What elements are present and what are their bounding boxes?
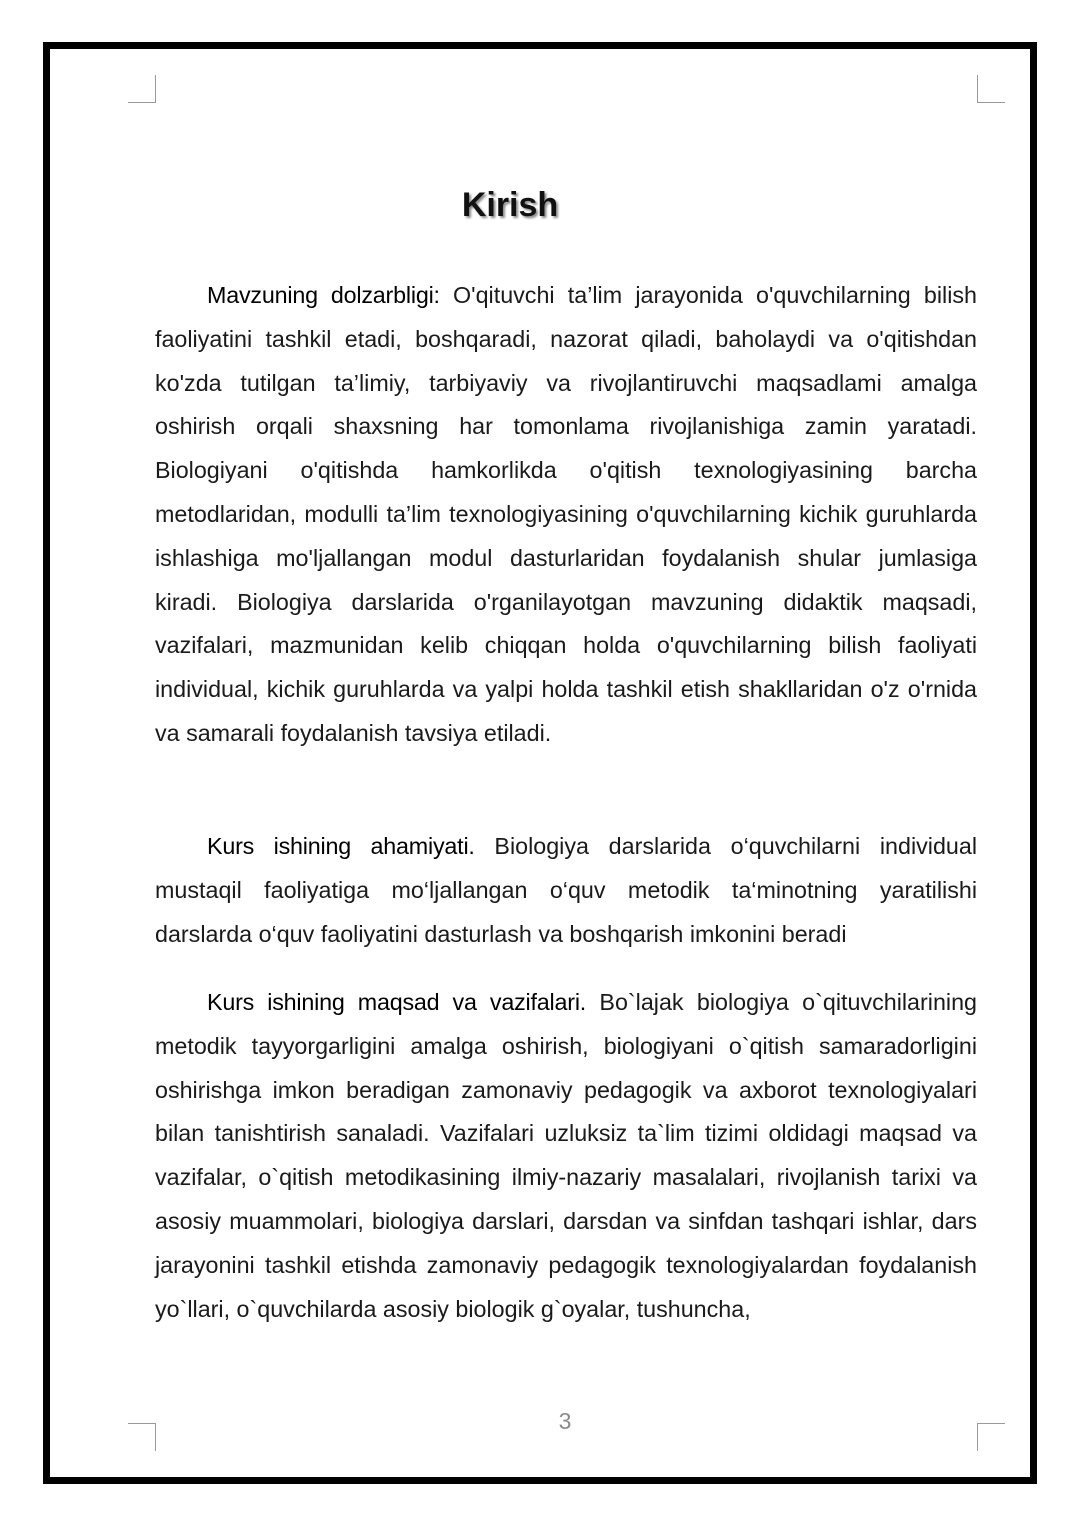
paragraph-body: O'qituvchi ta’lim jarayonida o'quvchilarning bilish faoliyatini tashkil etadi, boshqaradi, nazorat qiladi, baholaydi va o'qitishdan ko'zda tutilgan ta’limiy, tarbiyaviy va rivojlantiruvchi maqsadlami amalga oshirish orqali shaxsning har tomonlama rivojlanishiga zamin yaratadi. Biologiyani o'qitishda hamkorlikda o'qitish texnologiyasining barcha metodlaridan, modulli ta’lim texnologiyasining o'quvchilarning kichik guruhlarda ishlashiga mo'ljallangan modul dasturlaridan foydalanish shular jumlasiga kiradi. Biologiya darslarida o'rganilayotgan mavzuning didaktik maqsadi, vazifalari, mazmunidan kelib chiqqan holda o'quvchilarning bilish faoliyati individual, kichik guruhlarda va yalpi holda tashkil etish shakllaridan o'z o'rnida va samarali foydalanish tavsiya etiladi. bbox=[155, 282, 977, 746]
paragraph-lead: Mavzuning dolzarbligi: bbox=[207, 282, 440, 308]
paragraph-goals bbox=[155, 981, 977, 1331]
paragraph-body: Bo`lajak biologiya o`qituvchilarining metodik tayyorgarligini amalga oshirish, biologiyani o`qitish samaradorligini oshirishga imkon beradigan zamonaviy pedagogik va axborot texnologiyalari bilan tanishtirish sanaladi. Vazifalari uzluksiz ta`lim tizimi oldidagi maqsad va vazifalar, o`qitish metodikasining ilmiy-nazariy masalalari, rivojlanish tarixi va asosiy muammolari, biologiya darslari, darsdan va sinfdan tashqari ishlar, dars jarayonini tashkil etishda zamonaviy pedagogik texnologiyalardan foydalanish yo`llari, o`quvchilarda asosiy biologik g`oyalar, tushuncha, bbox=[155, 989, 977, 1322]
paragraph-lead: Kurs ishining maqsad va vazifalari. bbox=[207, 989, 587, 1015]
margin-corner-top-left bbox=[128, 75, 156, 103]
paragraph-lead: Kurs ishining ahamiyati. bbox=[207, 833, 475, 859]
paragraph-importance bbox=[155, 825, 977, 956]
paragraph-relevance bbox=[155, 274, 977, 756]
page-title: Kirish bbox=[461, 186, 559, 224]
margin-corner-top-right bbox=[977, 75, 1005, 103]
paragraph-body: Biologiya darslarida o‘quvchilarni individual mustaqil faoliyatiga mo‘ljallangan o‘quv metodik ta‘minotning yaratilishi darslarda o‘quv faoliyatini dasturlash va boshqarish imkonini beradi bbox=[155, 833, 977, 947]
page-number: 3 bbox=[558, 1408, 572, 1434]
